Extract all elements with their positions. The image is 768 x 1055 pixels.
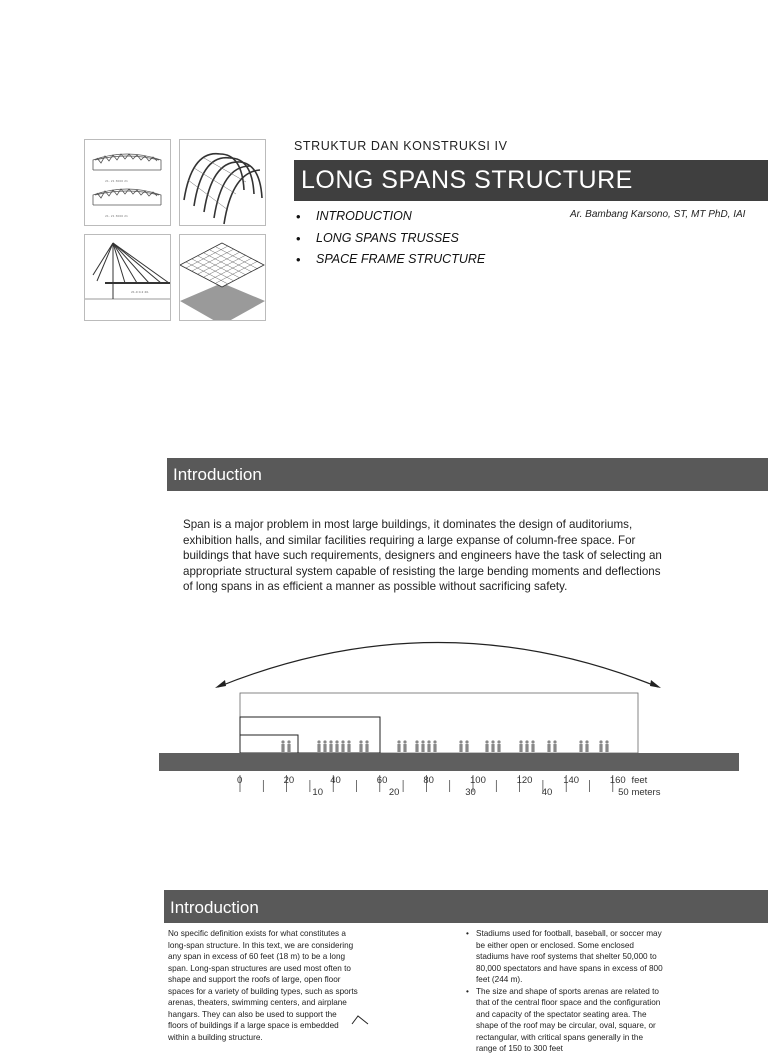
cable-mast-thumbnail [84,234,171,321]
person-figure [547,740,550,752]
person-figure [605,740,608,752]
feet-label: 60 [376,775,388,786]
section-heading-2: Introduction [170,898,259,917]
person-figure [341,740,344,752]
feet-label: 120 [516,775,533,786]
people-figures [281,740,608,752]
section-header-bar-2 [164,890,768,923]
meters-label: 30 [465,787,476,798]
person-figure [585,740,588,752]
meters-label: 50 [618,787,629,798]
person-figure [485,740,488,752]
topic-item: • SPACE FRAME STRUCTURE [296,249,485,271]
person-figure [421,740,424,752]
ground-slab [159,753,739,771]
feet-unit-label: feet [631,775,648,786]
definition-paragraph: No specific definition exists for what constitutes a long-span structure. In this text, we are considering any span in excess of 60 feet (18 m) to be a long span. Long-span structures are used most often to shape and support the roofs of large, open floor spaces for a variety of building types, such as sports arenas, theaters, swimming centers, and airplane hangars. They can also be used to support the floors of buildings if a large space is embedded within a building structure. [168,929,358,1042]
hall-outline [240,693,638,753]
feet-label: 0 [237,775,243,786]
topic-list [296,206,485,271]
person-figure [329,740,332,752]
feet-label: 160 [609,775,626,786]
person-figure [427,740,430,752]
feet-label: 140 [563,775,580,786]
person-figure [287,740,290,752]
intro-paragraph: Span is a major problem in most large buildings, it dominates the design of auditoriums, exhibition halls, and similar facilities requiring a large expanse of column-free space. For buildings that have such requirements, designers and engineers have the task of selecting an appropriate structural system capable of resisting the large bending moments and deflections of long spans in as efficient a manner as possible without sacrificing safety. [183,518,662,593]
space-frame-thumbnail [179,234,266,321]
feet-label: 40 [330,775,341,786]
person-figure [491,740,494,752]
person-figure [579,740,582,752]
meters-label: 20 [388,787,400,798]
person-figure [459,740,462,752]
feet-label: 20 [283,775,295,786]
meters-label: 10 [312,787,324,798]
person-figure [531,740,534,752]
note-item: • Stadiums used for football, baseball, or soccer may be either open or enclosed. Some enclosed stadiums have roof systems that shelter 50,000 to 80,000 spectators and have spans in excess of 800 feet (244 m). [466,928,664,986]
section-heading: Introduction [173,465,262,484]
span-diagram [155,640,755,805]
person-figure [281,740,284,752]
person-figure [553,740,556,752]
svg-text:21.0 0.2 20.: 21.0 0.2 20. [131,290,150,294]
course-name: STRUKTUR DAN KONSTRUKSI IV [294,139,508,153]
person-figure [397,740,400,752]
person-figure [433,740,436,752]
person-figure [497,740,500,752]
arch-frames-thumbnail [179,139,266,226]
person-figure [525,740,528,752]
span-arc [218,643,658,688]
feet-label: 100 [470,775,486,786]
person-figure [359,740,362,752]
feet-label: 80 [423,775,434,786]
person-figure [403,740,406,752]
title-bar [294,160,768,201]
person-figure [519,740,522,752]
person-figure [335,740,338,752]
person-figure [599,740,602,752]
person-figure [465,740,468,752]
topic-item: • INTRODUCTION [296,206,485,228]
author-name: Ar. Bambang Karsono, ST, MT PhD, IAI [570,209,746,220]
truss-elevation-thumbnail [84,139,171,226]
svg-text:21. 21 3000 21: 21. 21 3000 21 [105,214,128,218]
person-figure [317,740,320,752]
person-figure [415,740,418,752]
person-figure [347,740,350,752]
presentation-title: LONG SPANS STRUCTURE [301,166,633,194]
svg-text:21. 21 3000 21: 21. 21 3000 21 [105,179,128,183]
person-figure [323,740,326,752]
cover-thumbnails [84,139,266,321]
meters-label: 40 [541,787,553,798]
meters-unit-label: meters [631,787,661,798]
note-item: • The size and shape of sports arenas are related to that of the central floor space and the configuration and capacity of the spectator seating area. The shape of the roof may be circular, oval, square, or rectangular, with critical spans generally in the range of 150 to 300 feet [466,986,664,1055]
topic-item: • LONG SPANS TRUSSES [296,228,485,250]
truss-arrow-icon [350,1014,370,1026]
arrow-head-right [650,680,661,688]
stadium-notes [466,928,664,1055]
section-header-bar [167,458,768,491]
person-figure [365,740,368,752]
arrow-head-left [215,680,226,688]
